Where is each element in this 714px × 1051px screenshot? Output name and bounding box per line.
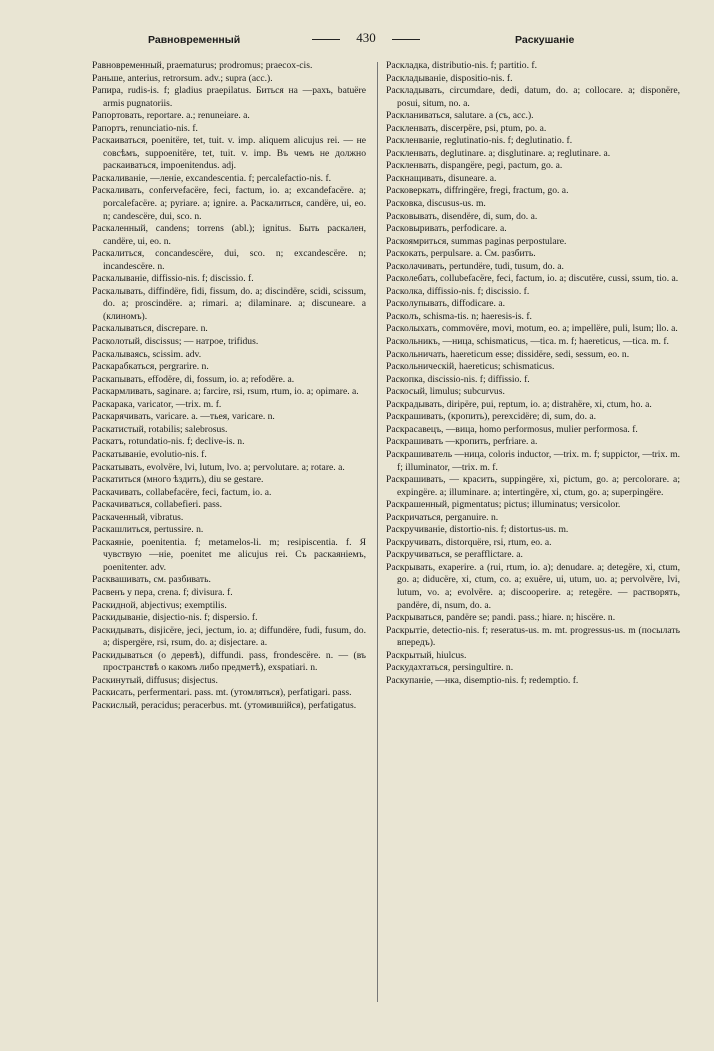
- dictionary-entry: Расколка, diffissio-nis. f; discissio. f.: [386, 285, 530, 297]
- dictionary-entry: Расвенъ у пера, crena. f; divisura. f.: [92, 586, 233, 598]
- column-divider: [377, 62, 378, 1002]
- dictionary-entry: Раскаливаніе, —ленie, excandescentia. f; percalefactio-nis. f.: [92, 172, 332, 184]
- dictionary-entry: Раскладка, distributio-nis. f; partitio. f.: [386, 60, 537, 71]
- dictionary-entry: Расковеркать, diffringëre, fregi, fractum, go. a.: [386, 185, 569, 197]
- dictionary-entry: Раскрашивать, (кропить), perexcidëre; di, sum, do. a.: [386, 411, 597, 423]
- dictionary-entry: Расколъ, schisma-tis. n; haeresis-is. f.: [386, 310, 532, 322]
- dictionary-entry: Раскленвать, deglutinare. a; disglutinare. a; reglutinare. a.: [386, 147, 611, 159]
- header-left-guide-word: Равновременный: [148, 34, 241, 46]
- dictionary-entry: Раскалывать, diffindëre, fidi, fissum, do. a; discindëre, scidi, scissum, do. a; proscindëre. a; rimari. a; dilaminare. a; discuneare. a (клиномъ).: [92, 285, 366, 322]
- dictionary-entry: Раскалываніе, diffissio-nis. f; discissio. f.: [92, 273, 254, 285]
- dictionary-entry: Раскатъ, rotundatio-nis. f; declive-is. n.: [92, 436, 245, 448]
- dictionary-entry: Раскольничать, haereticum esse; dissidëre, sedi, sessum, eo. n.: [386, 348, 630, 360]
- dictionary-entry: Раскоямриться, summas paginas perpostulare.: [386, 235, 567, 247]
- dictionary-entry: Раскленвать, discerpëre, psi, ptum, po. a.: [386, 122, 547, 134]
- dictionary-entry: Раскручивать, distorquëre, rsi, rtum, eo. a.: [386, 536, 552, 548]
- dictionary-entry: Раскладывать, circumdare, dedi, datum, do. a; collocare. a; disponëre, posui, situm, no. a.: [386, 85, 680, 109]
- dictionary-entry: Раскармливать, saginare. a; farcire, rsi, rsum, rtum, io. a; opimare. a.: [92, 386, 359, 398]
- dictionary-entry: Раскатистый, rotabilis; salebrosus.: [92, 423, 228, 435]
- dictionary-entry: Раскислый, peracidus; peracerbus. mt. (утомившійся), perfatigatus.: [92, 699, 357, 711]
- dictionary-entry: Раскланиваться, salutare. a (съ, acc.).: [386, 110, 534, 122]
- header-right-guide-word: Раскушаніе: [515, 34, 575, 46]
- dictionary-entry: Расковывать, disendëre, di, sum, do. a.: [386, 210, 538, 222]
- dictionary-entry: Раскалываться, discrepare. n.: [92, 323, 208, 335]
- dictionary-entry: Раскачиваться, collabefieri. pass.: [92, 499, 223, 511]
- dictionary-entry: Раскокать, perpulsare. a. См. разбить.: [386, 248, 536, 260]
- dictionary-entry: Раскисать, perfermentari. pass. mt. (утомляться), perfatigari. pass.: [92, 687, 352, 699]
- page-header: [0, 26, 714, 46]
- dictionary-entry: Раскрашенный, pigmentatus; pictus; illuminatus; versicolor.: [386, 499, 621, 511]
- dictionary-entry: Раскнащивать, disuneare. a.: [386, 172, 497, 184]
- dictionary-entry: Раскленвать, dispangëre, pegi, pactum, go. a.: [386, 160, 563, 172]
- dictionary-entry: Раскарака, varicator, —trix. m. f.: [92, 398, 222, 410]
- dictionary-entry: Рапортъ, renunciatio-nis. f.: [92, 122, 198, 134]
- dictionary-entry: Раньше, anterius, retrorsum. adv.; supra (acc.).: [92, 72, 273, 84]
- dictionary-entry: Раскосый, limulus; subcurvus.: [386, 386, 505, 398]
- dictionary-entry: Раскопка, discissio-nis. f; diffissio. f.: [386, 373, 530, 385]
- dictionary-entry: Раскидывать, disjicëre, jeci, jectum, io. a; diffundëre, fudi, fusum, do. a; dispergëre, rsi, rsum, do. a; disjectare. a.: [92, 624, 366, 649]
- dictionary-entry: Раскрашивать, — красить, suppingëre, xi, pictum, go. a; percolorare. a; expingëre. a; illuminare. a; intertingëre, xi, ctum, go. a; superpingëre.: [386, 474, 680, 498]
- left-column: [92, 60, 366, 712]
- dictionary-entry: Расколыхать, commovëre, movi, motum, eo. a; impellëre, puli, lsum; llo. a.: [386, 323, 678, 335]
- dictionary-entry: Расколупывать, diffodicare. a.: [386, 298, 505, 310]
- dictionary-entry: Рапортовать, reportare. a.; renuneiare. a.: [92, 110, 250, 122]
- dictionary-entry: Раскричаться, perganuire. n.: [386, 511, 499, 523]
- dictionary-entry: Раскрашивать —кропить, perfriare. a.: [386, 436, 538, 448]
- dictionary-entry: Раскрашиватель —ница, coloris inductor, —trix. m. f; suppictor, —trix. m. f; illuminator, —trix. m. f.: [386, 448, 680, 473]
- dictionary-entry: Расковыривать, perfodicare. a.: [386, 223, 507, 235]
- dictionary-entry: Раскарячивать, varicare. a. —тьея, varicare. n.: [92, 411, 275, 423]
- dictionary-entry: Раскольникъ, —ница, schismaticus, —tica. m. f; haereticus, —tica. m. f.: [386, 336, 669, 348]
- dictionary-entry: Раскрасавецъ, —вица, homo performosus, mulier performosa. f.: [386, 423, 638, 435]
- dictionary-entry: Расколебать, collubefacëre, feci, factum, io. a; discutëre, cussi, ssum, tio. a.: [386, 273, 679, 285]
- dictionary-entry: Раскалываясь, scissim. adv.: [92, 348, 202, 360]
- dictionary-entry: Расковка, discusus-us. m.: [386, 198, 486, 210]
- dictionary-entry: Раскольническій, haereticus; schismaticus.: [386, 361, 555, 373]
- dictionary-entry: Раскалиться, concandescëre, dui, sco. n; excandescëre. n; incandescëre. n.: [92, 248, 366, 272]
- dictionary-entry: Раскудахтаться, persingultire. n.: [386, 662, 514, 674]
- dictionary-entry: Раскаяніе, poenitentia. f; metamelos-li. m; resipiscentia. f. Я чувствую —ніе, poenitet me alicujus rei. Съ раскаяніемъ, poenitenter. adv.: [92, 536, 366, 573]
- dictionary-entry: Раскупаніе, —нка, disemptio-nis. f; redemptio. f.: [386, 674, 579, 686]
- dictionary-entry: Раскаливать, confervefacëre, feci, factum, io. a; excandefacëre. a; porcalefacëre. a; pyriare. a; ignire. a. Раскалиться, candëre, ui, eo. n; candescëre, dui, sco. n.: [92, 185, 366, 222]
- dictionary-entry: Раскрытіе, detectio-nis. f; reseratus-us. m. mt. progressus-us. m (посылать впередъ).: [386, 624, 680, 649]
- dictionary-entry: Расколачивать, pertundëre, tudi, tusum, do. a.: [386, 260, 564, 272]
- dictionary-entry: Рапира, rudis-is. f; gladius praepilatus. Биться на —рахъ, batuëre armis pugnatoriis.: [92, 85, 366, 109]
- dictionary-entry: Раскидываться (о деревѣ), diffundi. pass, frondescëre. n. — (въ пространствѣ о какомъ либо предметѣ), exspatiari. n.: [92, 649, 366, 674]
- dictionary-entry: Раскрываться, pandëre se; pandi. pass.; hiare. n; hiscëre. n.: [386, 612, 616, 624]
- dictionary-entry: Расквашивать, см. разбивать.: [92, 574, 211, 586]
- dictionary-entry: Раскрытый, hiulcus.: [386, 649, 467, 661]
- dictionary-entry: Равновременный, praematurus; prodromus; praecox-cis.: [92, 60, 313, 71]
- dictionary-entry: Раскарабкаться, pergrarire. n.: [92, 361, 209, 373]
- dictionary-entry: Раскладываніе, dispositio-nis. f.: [386, 72, 513, 84]
- dictionary-entry: Раскатываніе, evolutio-nis. f.: [92, 448, 207, 460]
- dictionary-entry: Раскаленный, candens; torrens (abl.); ignitus. Быть раскален, candëre, ui, eo. n.: [92, 223, 366, 247]
- dictionary-entry: Раскашлиться, pertussire. n.: [92, 524, 204, 536]
- dictionary-entry: Раскручиваться, se perafflictare. a.: [386, 549, 523, 561]
- dictionary-entry: Раскрадывать, diripëre, pui, reptum, io. a; distrahëre, xi, ctum, ho. a.: [386, 398, 652, 410]
- dictionary-entry: Раскачивать, collabefacëre, feci, factum, io. a.: [92, 486, 272, 498]
- dictionary-entry: Раскатиться (много ѣздить), diu se gestare.: [92, 474, 264, 486]
- dictionary-entry: Раскатывать, evolvëre, lvi, lutum, lvo. a; pervolutare. a; rotare. a.: [92, 461, 345, 473]
- dictionary-entry: Расколотый, discissus; — натрое, trifidus.: [92, 336, 259, 348]
- dictionary-entry: Раскрывать, exaperire. a (rui, rtum, io. a); denudare. a; detegëre, xi, ctum, go. a; diducëre, xi, ctum, co. a; exuëre, ui, utum, uo. a; pervolvëre, lvi, lutum, vo. a; evolvëre. a; discooperire. a; retegëre. — растворять, pandëre, di, nsum, do. a.: [386, 561, 680, 611]
- dictionary-entry: Раскаиваться, poenitëre, tet, tuit. v. imp. aliquem alicujus rei. — не совсѣмъ, suppoenitëre, tet, tuit. v. imp. Въ чемъ не должно раскаиваться, impoenitendus. adj.: [92, 135, 366, 172]
- dictionary-entry: Раскаченный, vibratus.: [92, 511, 184, 523]
- dictionary-entry: Раскидной, abjectivus; exemptilis.: [92, 599, 227, 611]
- dictionary-entry: Раскапывать, effodëre, di, fossum, io. a; refodëre. a.: [92, 373, 295, 385]
- dictionary-entry: Раскленваніе, reglutinatio-nis. f; deglutinatio. f.: [386, 135, 573, 147]
- page-number: 430: [310, 30, 422, 46]
- dictionary-entry: Раскидываніе, disjectio-nis. f; dispersio. f.: [92, 612, 258, 624]
- dictionary-entry: Раскручиваніе, distortio-nis. f; distortus-us. m.: [386, 524, 569, 536]
- right-column: [386, 60, 680, 687]
- dictionary-entry: Раскинутый, diffusus; disjectus.: [92, 674, 218, 686]
